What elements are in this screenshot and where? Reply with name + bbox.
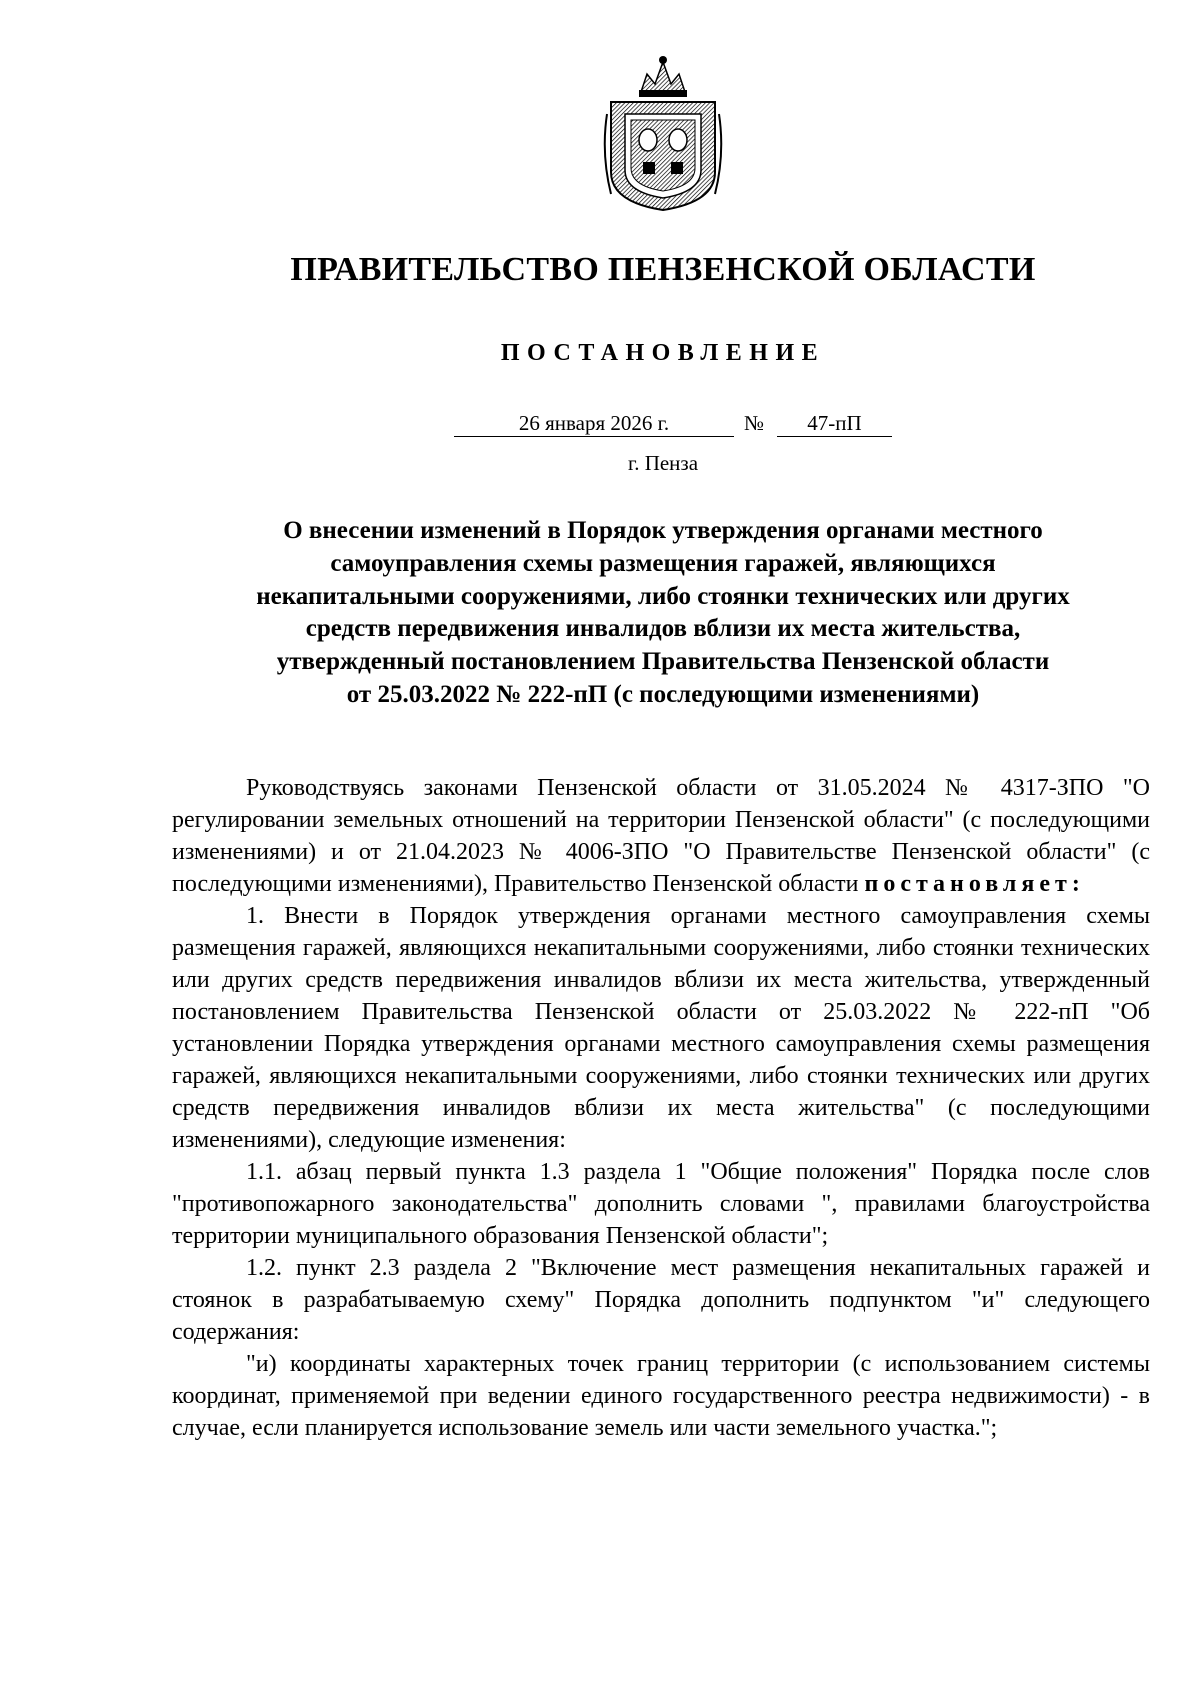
body-paragraph: 1.1. абзац первый пункта 1.3 раздела 1 "Общие положения" Порядка после слов "противопожарного законодательства" дополнить словами ", правилами благоустройства территории муниципального образования Пензенской области"; xyxy=(172,1159,1150,1249)
document-number: 47-пП xyxy=(777,410,892,437)
decree-word: постановляет: xyxy=(864,871,1085,897)
document-body xyxy=(172,772,1150,1444)
body-paragraph: "и) координаты характерных точек границ территории (с использованием системы координат, применяемой при ведении единого государственного реестра недвижимости) - в случае, если планируется использование земель или части земельного участка."; xyxy=(172,1351,1150,1441)
preamble-text: Руководствуясь законами Пензенской области от 31.05.2024 № 4317-ЗПО "О регулировании земельных отношений на территории Пензенской области" (с последующими изменениями) и от 21.04.2023 № 4006-ЗПО "О Правительстве Пензенской области" (с последующими изменениями), Правительство Пензенской области xyxy=(172,775,1150,897)
document-city: г. Пенза xyxy=(627,451,699,475)
document-date: 26 января 2026 г. xyxy=(454,410,734,437)
subject-line: средств передвижения инвалидов вблизи их места жительства, xyxy=(305,615,1021,643)
subject-line: некапитальными сооружениями, либо стоянки технических или других xyxy=(256,582,1070,610)
body-paragraph: 1. Внести в Порядок утверждения органами местного самоуправления схемы размещения гаражей, являющихся некапитальными сооружениями, либо стоянки технических или других средств передвижения инвалидов вблизи их места жительства, утвержденный постановлением Правительства Пензенской области от 25.03.2022 № 222-пП "Об установлении Порядка утверждения органами местного самоуправления схемы размещения гаражей, являющихся некапитальными сооружениями, либо стоянки технических или других средств передвижения инвалидов вблизи их места жительства" (с последующими изменениями), следующие изменения: xyxy=(172,903,1150,1153)
document-type: ПОСТАНОВЛЕНИЕ xyxy=(500,340,826,366)
body-paragraph: 1.2. пункт 2.3 раздела 2 "Включение мест размещения некапитальных гаражей и стоянок в разрабатываемую схему" Порядка дополнить подпунктом "и" следующего содержания: xyxy=(172,1255,1150,1345)
subject-line: самоуправления схемы размещения гаражей, являющихся xyxy=(330,549,996,577)
subject-line: от 25.03.2022 № 222-пП (с последующими изменениями) xyxy=(346,680,980,708)
document-subject xyxy=(170,515,1156,712)
number-sign: № xyxy=(744,411,765,435)
subject-line: О внесении изменений в Порядок утверждения органами местного xyxy=(283,517,1043,544)
preamble-paragraph xyxy=(172,772,1150,900)
coat-of-arms-icon xyxy=(601,54,725,212)
organization-title: ПРАВИТЕЛЬСТВО ПЕНЗЕНСКОЙ ОБЛАСТИ xyxy=(290,251,1036,288)
subject-line: утвержденный постановлением Правительства Пензенской области xyxy=(276,648,1050,676)
